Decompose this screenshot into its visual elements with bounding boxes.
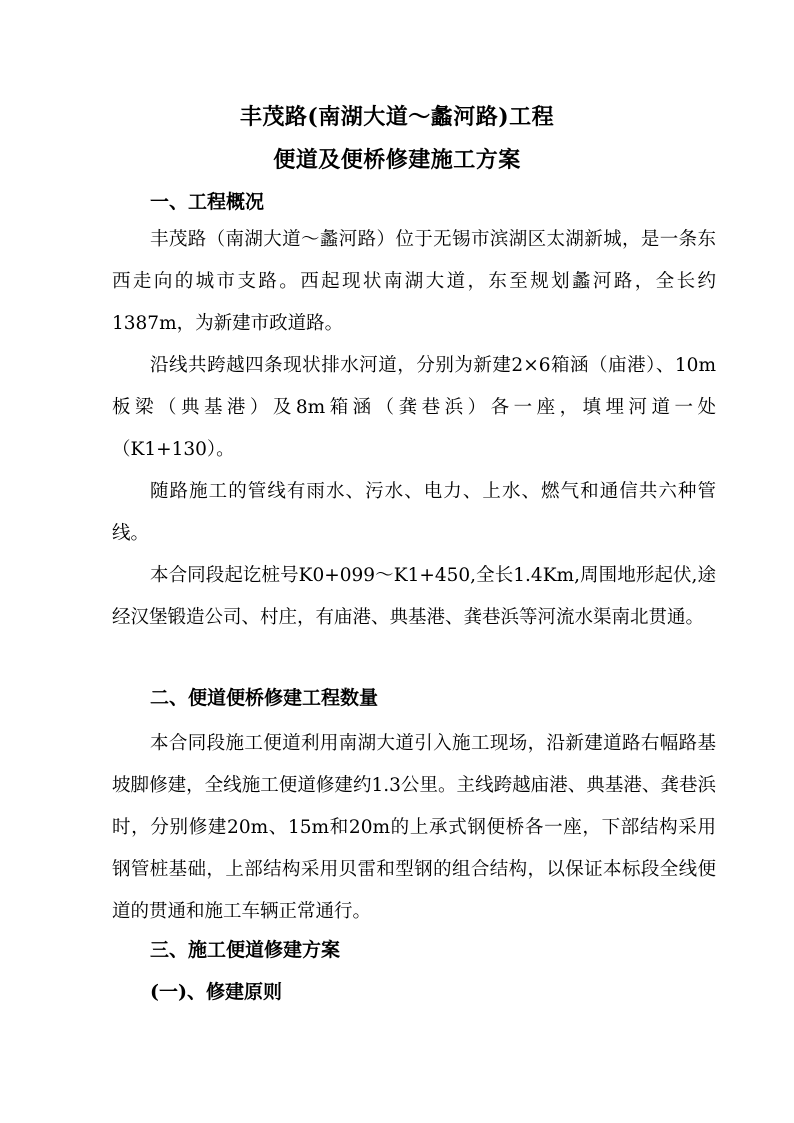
paragraph-location: 丰茂路（南湖大道～蠡河路）位于无锡市滨湖区太湖新城，是一条东西走向的城市支路。西起现状南湖大道，东至规划蠡河路，全长约1387m，为新建市政道路。 [112, 229, 716, 334]
section-heading-quantities: 二、便道便桥修建工程数量 [150, 687, 379, 709]
paragraph-waterways: 沿线共跨越四条现状排水河道，分别为新建2×6箱涵（庙港）、10m板梁（典基港）及8m箱涵（龚巷浜）各一座，填埋河道一处（K1+130）。 [112, 355, 716, 460]
section-heading-construction-plan: 三、施工便道修建方案 [150, 939, 341, 961]
paragraph-pipelines: 随路施工的管线有雨水、污水、电力、上水、燃气和通信共六种管线。 [112, 481, 716, 544]
paragraph-quantities: 本合同段施工便道利用南湖大道引入施工现场，沿新建道路右幅路基坡脚修建，全线施工便道修建约1.3公里。主线跨越庙港、典基港、龚巷浜时，分别修建20m、15m和20m的上承式钢便桥各一座，下部结构采用钢管桩基础，上部结构采用贝雷和型钢的组合结构，以保证本标段全线便道的贯通和施工车辆正常通行。 [112, 733, 716, 922]
document-title: 丰茂路(南湖大道～蠡河路)工程 [239, 104, 555, 130]
document-subtitle: 便道及便桥修建施工方案 [273, 147, 521, 173]
subsection-heading-principles: (一)、修建原则 [150, 981, 282, 1003]
section-heading-overview: 一、工程概况 [150, 191, 265, 213]
paragraph-contract-section: 本合同段起讫桩号K0+099～K1+450,全长1.4Km,周围地形起伏,途经汉堡锻造公司、村庄，有庙港、典基港、龚巷浜等河流水渠南北贯通。 [112, 565, 716, 628]
